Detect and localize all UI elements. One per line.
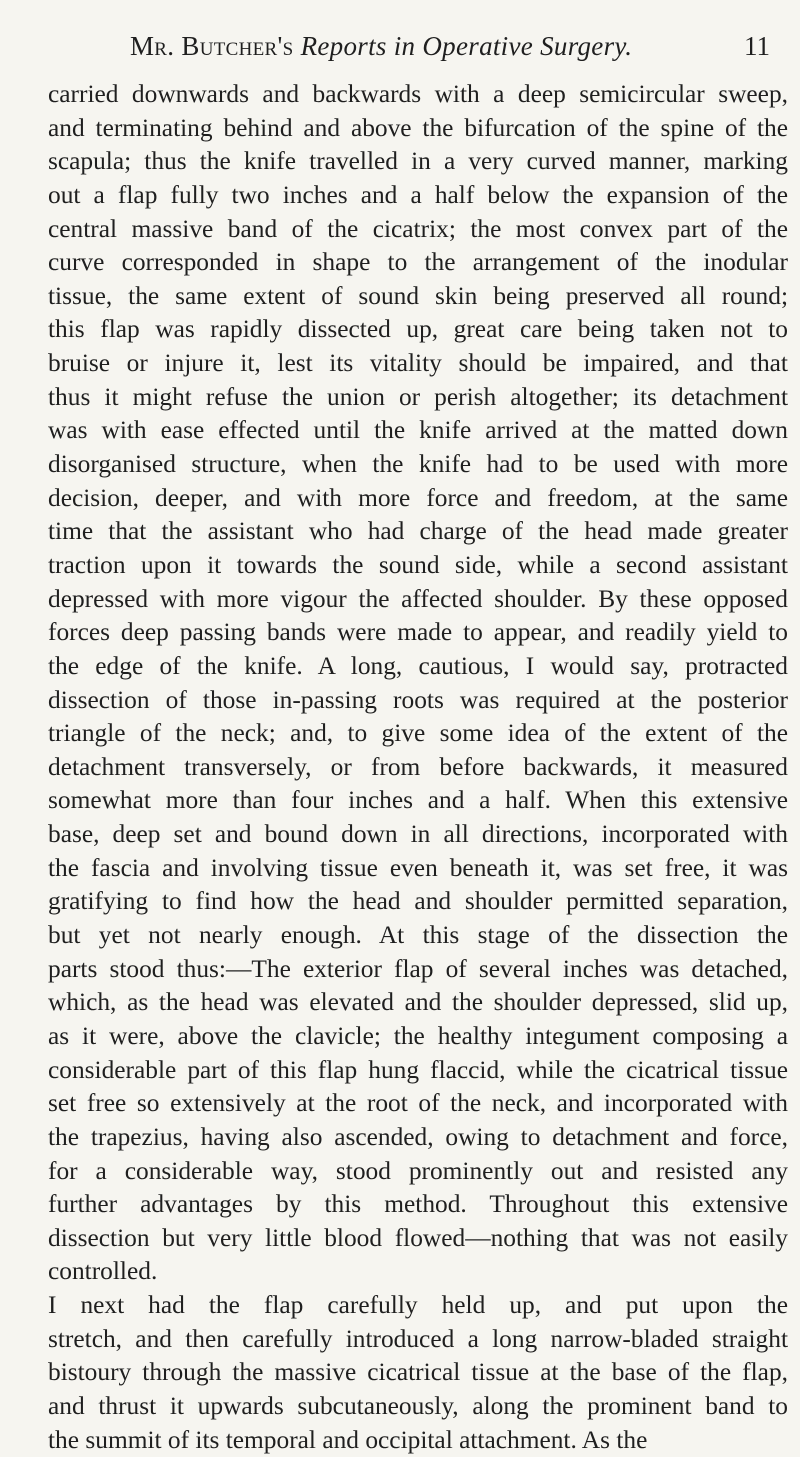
text-line: carried downwards and backwards with a deep semicircular sweep, [48,80,788,108]
text-line: forces deep passing bands were made to appear, and readily yield to [48,618,788,647]
text-line: tissue, the same extent of sound skin being preserved all round; [48,281,788,310]
text-line: I next had the flap carefully held up, and put upon the [48,1291,788,1320]
body-text [48,78,788,1457]
text-line: out a flap fully two inches and a half below the expansion of the [48,180,788,209]
page-number: 11 [744,31,770,61]
text-line: central massive band of the cicatrix; the most convex part of the [48,214,788,243]
running-title [130,26,632,66]
running-title-work: Reports in Operative Surgery. [300,31,633,61]
text-line: disorganised structure, when the knife had to be used with more [48,450,788,479]
text-line: bistoury through the massive cicatrical tissue at the base of the flap, [48,1358,788,1387]
text-line: stretch, and then carefully introduced a long narrow-bladed straight [48,1324,788,1353]
text-line: the fascia and involving tissue even beneath it, was set free, it was [48,853,788,882]
text-line: thus it might refuse the union or perish altogether; its detachment [48,382,788,411]
running-title-honorific: Mr. [130,31,182,61]
text-line: the edge of the knife. A long, cautious, I would say, protracted [48,651,788,680]
text-line: decision, deeper, and with more force and freedom, at the same [48,483,788,512]
text-line: and terminating behind and above the bifurcation of the spine of the [48,113,788,142]
text-line: which, as the head was elevated and the shoulder depressed, slid up, [48,988,788,1017]
text-line: but yet not nearly enough. At this stage of the dissection the [48,921,788,950]
running-head [130,26,770,66]
text-line: time that the assistant who had charge of the head made greater [48,517,788,546]
text-line: bruise or injure it, lest its vitality should be impaired, and that [48,349,788,378]
text-line: set free so extensively at the root of the neck, and incorporated with [48,1089,788,1118]
running-title-author [130,31,294,61]
text-line: parts stood thus:—The exterior flap of several inches was detached, [48,954,788,983]
text-line: the trapezius, having also ascended, owing to detachment and force, [48,1122,788,1151]
text-line: base, deep set and bound down in all directions, incorporated with [48,820,788,849]
text-line: controlled. [48,1257,158,1286]
text-line: dissection of those in-passing roots was required at the posterior [48,685,788,714]
text-line: traction upon it towards the sound side, while a second assistant [48,550,788,579]
text-line: this flap was rapidly dissected up, great care being taken not to [48,315,788,344]
text-line: triangle of the neck; and, to give some idea of the extent of the [48,719,788,748]
text-line: as it were, above the clavicle; the healthy integument composing a [48,1021,788,1050]
text-line: and thrust it upwards subcutaneously, along the prominent band to [48,1391,788,1420]
text-line: was with ease effected until the knife arrived at the matted down [48,416,788,445]
text-line: the summit of its temporal and occipital attachment. As the [48,1425,648,1454]
text-line: depressed with more vigour the affected shoulder. By these opposed [48,584,788,613]
text-line: detachment transversely, or from before backwards, it measured [48,752,788,781]
text-line: somewhat more than four inches and a half. When this extensive [48,786,788,815]
running-title-surname: Butcher's [181,31,294,61]
text-line: curve corresponded in shape to the arrangement of the inodular [48,248,788,277]
text-line: further advantages by this method. Throughout this extensive [48,1190,788,1219]
text-line: dissection but very little blood flowed—nothing that was not easily [48,1223,788,1252]
text-line: considerable part of this flap hung flaccid, while the cicatrical tissue [48,1055,788,1084]
text-line: scapula; thus the knife travelled in a very curved manner, marking [48,147,788,176]
text-line: for a considerable way, stood prominently out and resisted any [48,1156,788,1185]
text-line: gratifying to find how the head and shoulder permitted separation, [48,887,788,916]
